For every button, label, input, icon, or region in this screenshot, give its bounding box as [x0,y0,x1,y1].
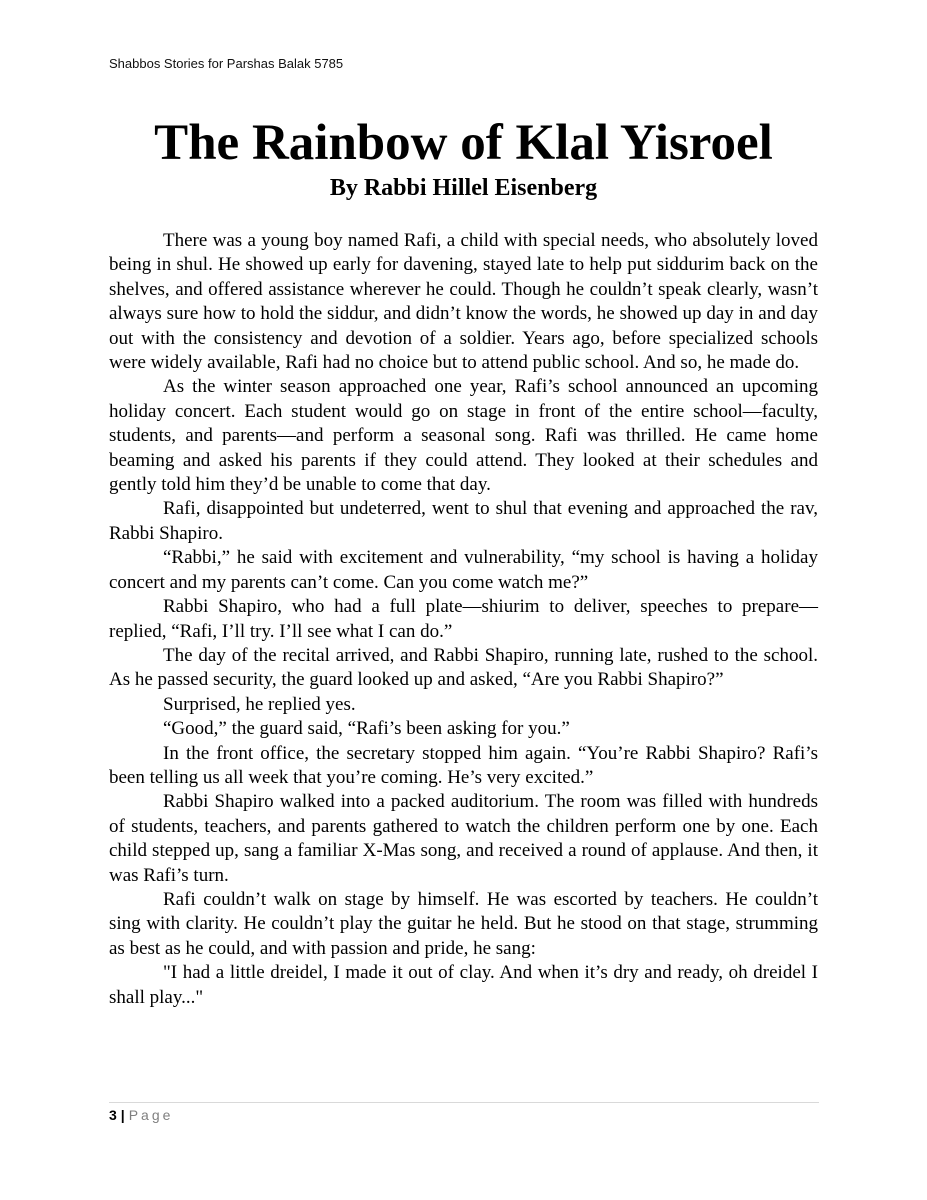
running-header: Shabbos Stories for Parshas Balak 5785 [109,56,344,71]
paragraph: As the winter season approached one year, Rafi’s school announced an upcoming holiday concert. Each student would go on stage in front of the entire school—faculty, students, and parents—and perform a seasonal song. Rafi was thrilled. He came home beaming and asked his parents if they could attend. They looked at their schedules and gently told him they’d be unable to come that day. [109,376,818,496]
paragraph: "I had a little dreidel, I made it out of clay. And when it’s dry and ready, oh dreidel I shall play..." [109,962,818,1008]
page-footer [109,1107,173,1123]
paragraph: Rabbi Shapiro, who had a full plate—shiurim to deliver, speeches to prepare—replied, “Rafi, I’ll try. I’ll see what I can do.” [109,596,818,642]
article-body [109,229,818,1010]
paragraph: The day of the recital arrived, and Rabbi Shapiro, running late, rushed to the school. As he passed security, the guard looked up and asked, “Are you Rabbi Shapiro?” [109,644,818,691]
page-number: 3 [109,1107,117,1123]
paragraph: “Rabbi,” he said with excitement and vulnerability, “my school is having a holiday concert and my parents can’t come. Can you come watch me?” [109,547,818,593]
paragraph: Rafi, disappointed but undeterred, went to shul that evening and approached the rav, Rabbi Shapiro. [109,498,818,544]
paragraph: There was a young boy named Rafi, a child with special needs, who absolutely loved being in shul. He showed up early for davening, stayed late to help put siddurim back on the shelves, and offered assistance wherever he could. Though he couldn’t speak clearly, wasn’t always sure how to hold the siddur, and didn’t know the words, he showed up day in and day out with the consistency and devotion of a soldier. Years ago, before specialized schools were widely available, Rafi had no choice but to attend public school. And so, he made do. [109,230,818,374]
paragraph: Rafi couldn’t walk on stage by himself. He was escorted by teachers. He couldn’t sing with clarity. He couldn’t play the guitar he held. But he stood on that stage, strumming as best as he could, and with passion and pride, he sang: [109,888,818,959]
paragraph: In the front office, the secretary stopped him again. “You’re Rabbi Shapiro? Rafi’s been telling us all week that you’re coming. He’s very excited.” [109,742,818,788]
paragraph: Surprised, he replied yes. [163,693,356,715]
page-label: Page [128,1107,174,1123]
footer-separator: | [120,1107,125,1123]
paragraph: Rabbi Shapiro walked into a packed auditorium. The room was filled with hundreds of students, teachers, and parents gathered to watch the children perform one by one. Each child stepped up, sang a familiar X-Mas song, and received a round of applause. And then, it was Rafi’s turn. [109,791,818,886]
paragraph: “Good,” the guard said, “Rafi’s been asking for you.” [163,718,570,740]
article-title: The Rainbow of Klal Yisroel [154,115,773,171]
article-byline: By Rabbi Hillel Eisenberg [329,175,598,201]
footer-divider [109,1102,819,1103]
